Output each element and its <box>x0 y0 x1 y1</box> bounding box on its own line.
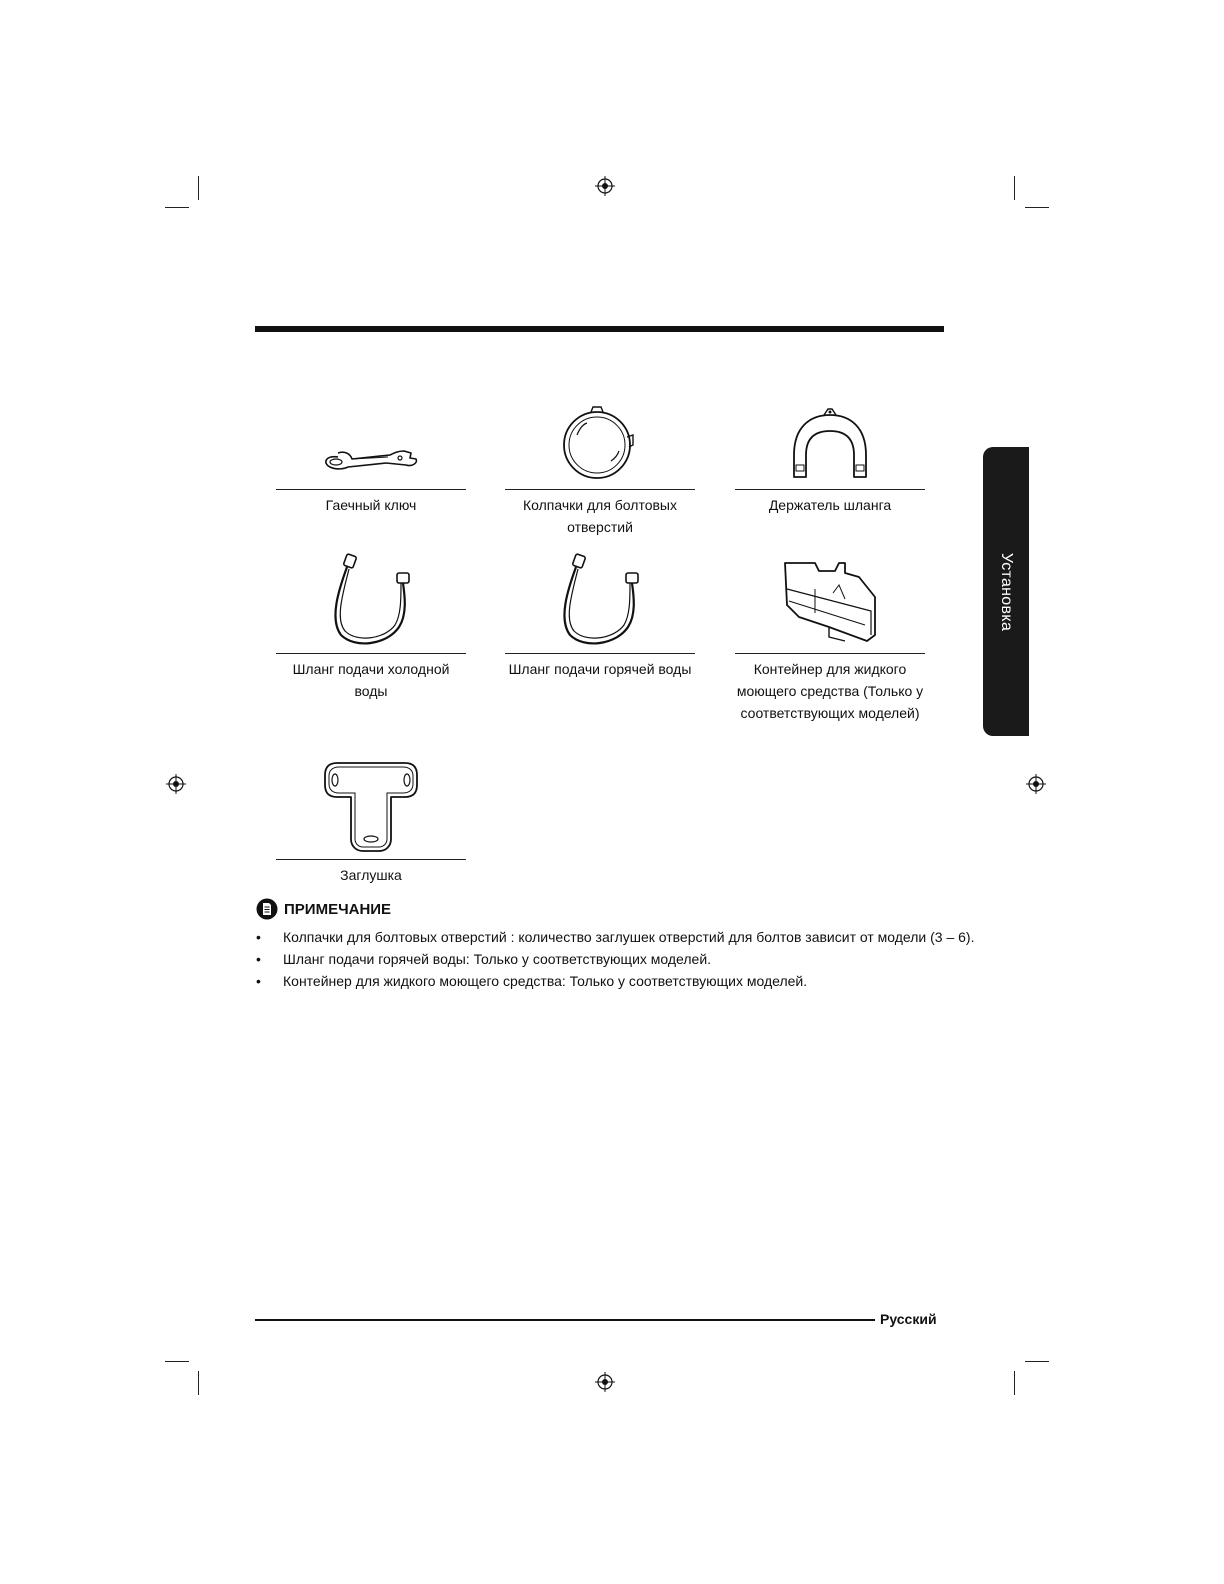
registration-mark-icon <box>595 1372 615 1392</box>
crop-mark <box>198 1371 199 1395</box>
section-tab <box>983 447 1029 736</box>
item-label: Контейнер для жидкого моющего средства (Только у соответствующих моделей) <box>736 661 924 721</box>
hose-holder-icon <box>780 405 880 485</box>
item-hot-water-hose <box>505 539 695 680</box>
item-plug-cap <box>276 745 466 886</box>
registration-mark-icon <box>595 176 615 196</box>
item-wrench <box>276 375 466 516</box>
item-cold-water-hose <box>276 539 466 702</box>
crop-mark <box>1025 207 1049 208</box>
item-bolt-caps <box>505 375 695 538</box>
footer-rule <box>255 1319 875 1321</box>
note-item: • Колпачки для болтовых отверстий : количество заглушек отверстий для болтов зависит от модели (3 – 6). <box>256 926 974 948</box>
item-label: Колпачки для болтовых отверстий <box>522 497 677 535</box>
wrench-icon <box>316 425 426 485</box>
liquid-detergent-container-icon <box>775 549 885 649</box>
item-label: Заглушка <box>340 867 402 883</box>
note-item: • Контейнер для жидкого моющего средства: Только у соответствующих моделей. <box>256 970 974 992</box>
header-rule <box>255 326 944 332</box>
footer-language: Русский <box>880 1311 937 1327</box>
section-tab-label: Установка <box>998 552 1015 631</box>
crop-mark <box>1014 176 1015 200</box>
crop-mark <box>198 176 199 200</box>
crop-mark <box>1025 1361 1049 1362</box>
note-item: • Шланг подачи горячей воды: Только у соответствующих моделей. <box>256 948 974 970</box>
plug-cap-icon <box>321 755 421 855</box>
note-title: ПРИМЕЧАНИЕ <box>284 900 392 918</box>
registration-mark-icon <box>166 774 186 794</box>
item-label: Шланг подачи холодной воды <box>292 661 450 699</box>
crop-mark <box>165 207 189 208</box>
note-list <box>256 926 974 992</box>
note-icon <box>256 898 278 920</box>
hot-water-hose-icon <box>550 549 650 649</box>
item-label: Шланг подачи горячей воды <box>508 661 692 677</box>
item-hose-holder <box>735 375 925 516</box>
bolt-cap-icon <box>555 395 645 485</box>
crop-mark <box>165 1361 189 1362</box>
item-label: Держатель шланга <box>768 497 892 513</box>
item-liquid-detergent-container <box>735 539 925 724</box>
registration-mark-icon <box>1026 774 1046 794</box>
item-label: Гаечный ключ <box>325 497 417 513</box>
note-heading <box>256 898 391 920</box>
crop-mark <box>1014 1371 1015 1395</box>
cold-water-hose-icon <box>321 549 421 649</box>
